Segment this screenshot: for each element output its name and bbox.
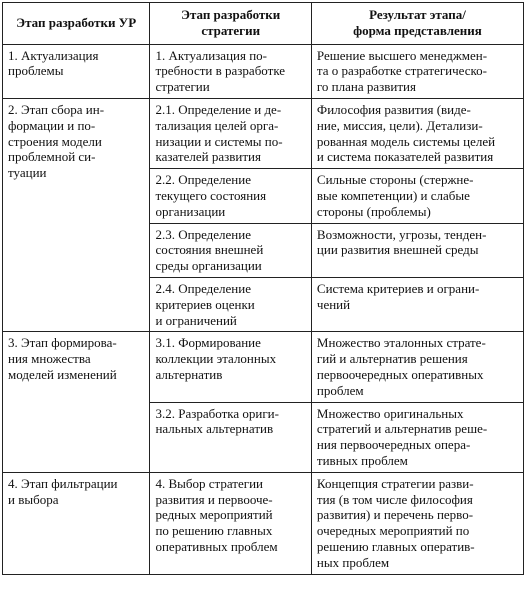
ur-stage-cell: 3. Этап формирова- ния множества моделей изменений [3,332,150,472]
result-cell: Система критериев и ограни- чений [311,277,523,331]
result-cell: Решение высшего менеджмен- та о разработке стратегическо- го плана развития [311,44,523,98]
result-cell: Множество эталонных страте- гий и альтернатив решения первоочередных оперативных проблем [311,332,523,402]
ur-stage-cell: 1. Актуализация проблемы [3,44,150,98]
strategy-stage-cell: 2.1. Определение и де- тализация целей орга- низации и системы по- казателей развития [150,98,311,168]
strategy-stage-cell: 2.3. Определение состояния внешней среды организации [150,223,311,277]
result-cell: Концепция стратегии разви- тия (в том числе философия развития) и перечень перво- очередных мероприятий по решению главных оператив- ных проблем [311,472,523,574]
header-strategy-stage: Этап разработки стратегии [150,3,311,45]
table-row [3,472,524,574]
strategy-stage-cell: 2.4. Определение критериев оценки и ограничений [150,277,311,331]
ur-stage-cell: 4. Этап фильтрации и выбора [3,472,150,574]
table-row [3,332,524,402]
header-ur-stage: Этап разработки УР [3,3,150,45]
strategy-stage-cell: 3.2. Разработка ориги- нальных альтернатив [150,402,311,472]
header-result: Результат этапа/ форма представления [311,3,523,45]
ur-stage-cell: 2. Этап сбора ин- формации и по- строения модели проблемной си- туации [3,98,150,331]
table-row [3,98,524,168]
stages-table [2,2,524,575]
table-row [3,44,524,98]
strategy-stage-cell: 3.1. Формирование коллекции эталонных альтернатив [150,332,311,402]
result-cell: Множество оригинальных стратегий и альтернатив реше- ния первоочередных опера- тивных проблем [311,402,523,472]
result-cell: Возможности, угрозы, тенден- ции развития внешней среды [311,223,523,277]
result-cell: Сильные стороны (стержне- вые компетенции) и слабые стороны (проблемы) [311,169,523,223]
strategy-stage-cell: 1. Актуализация по- требности в разработке стратегии [150,44,311,98]
result-cell: Философия развития (виде- ние, миссия, цели). Детализи- рованная модель системы целей и система показателей развития [311,98,523,168]
strategy-stage-cell: 4. Выбор стратегии развития и первооче- редных мероприятий по решению главных оперативных проблем [150,472,311,574]
table-header-row [3,3,524,45]
strategy-stage-cell: 2.2. Определение текущего состояния организации [150,169,311,223]
